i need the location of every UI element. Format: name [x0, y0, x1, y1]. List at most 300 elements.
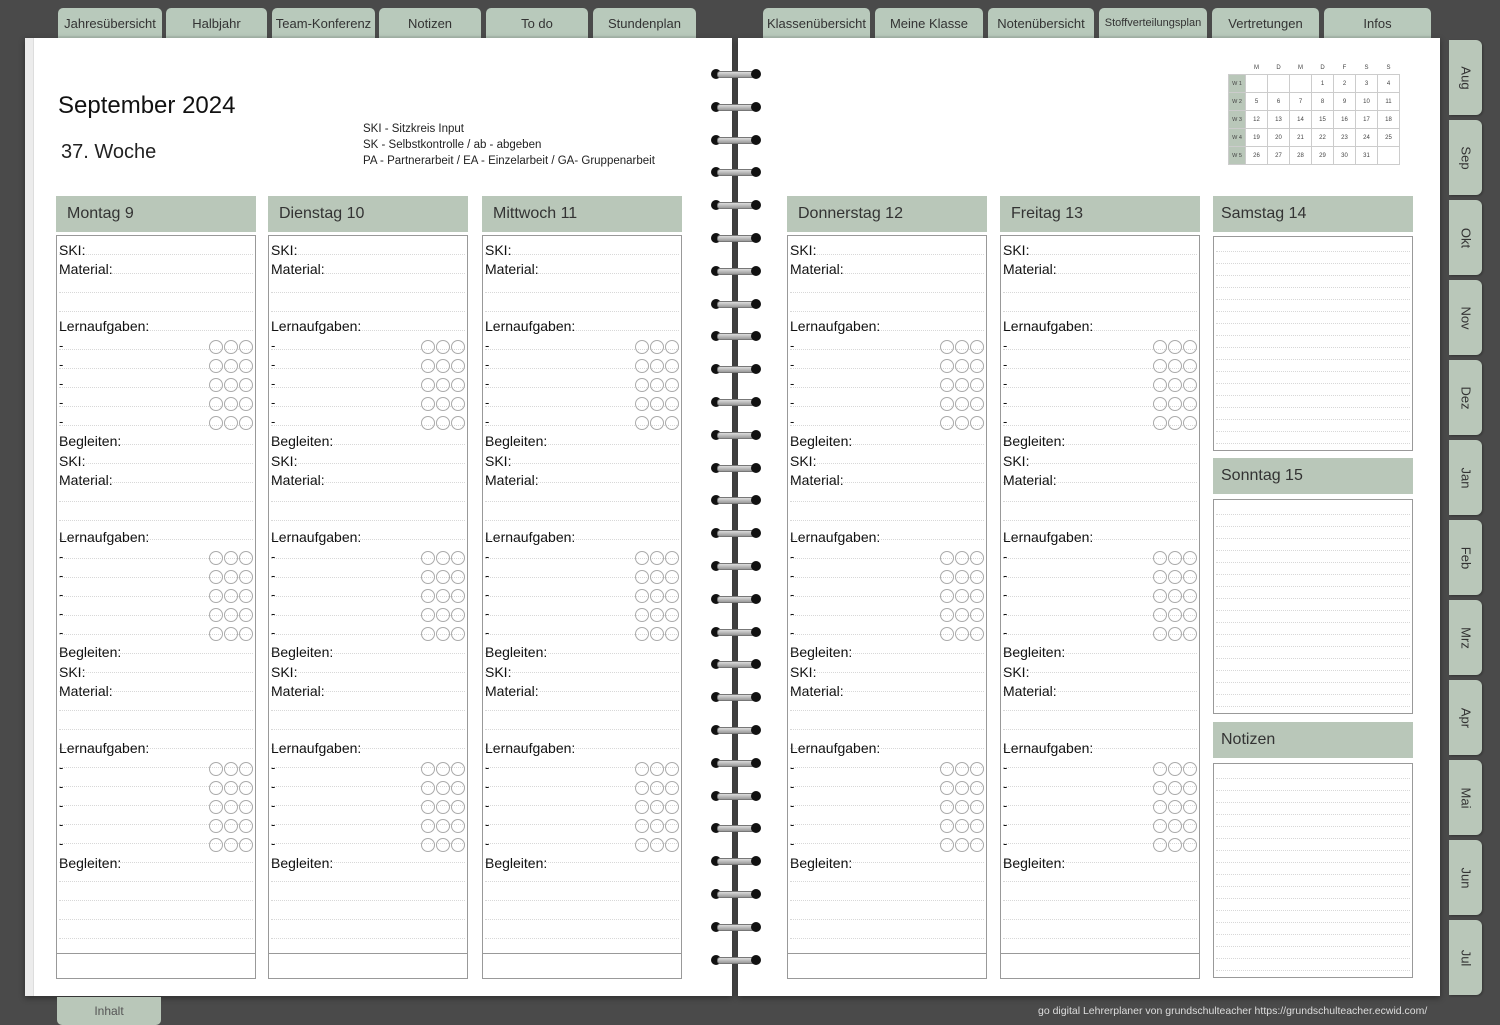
- status-circle[interactable]: [224, 416, 238, 430]
- day-box[interactable]: [1000, 235, 1200, 979]
- status-circle[interactable]: [1183, 416, 1197, 430]
- status-circle[interactable]: [451, 570, 465, 584]
- status-circle[interactable]: [1168, 781, 1182, 795]
- calendar-day[interactable]: 7: [1290, 93, 1312, 111]
- calendar-day[interactable]: 25: [1378, 129, 1400, 147]
- notes-box[interactable]: [1213, 763, 1413, 978]
- status-circle[interactable]: [209, 800, 223, 814]
- status-circle[interactable]: [1153, 608, 1167, 622]
- status-circle[interactable]: [665, 819, 679, 833]
- status-circle[interactable]: [1153, 589, 1167, 603]
- status-circle[interactable]: [1168, 570, 1182, 584]
- status-circle[interactable]: [224, 627, 238, 641]
- status-circle[interactable]: [451, 819, 465, 833]
- status-circle[interactable]: [650, 800, 664, 814]
- status-circle[interactable]: [1183, 378, 1197, 392]
- status-circle[interactable]: [436, 800, 450, 814]
- calendar-day[interactable]: 23: [1334, 129, 1356, 147]
- status-circle[interactable]: [1153, 800, 1167, 814]
- status-circle[interactable]: [665, 800, 679, 814]
- status-circle[interactable]: [665, 359, 679, 373]
- status-circle[interactable]: [1183, 781, 1197, 795]
- status-circle[interactable]: [436, 570, 450, 584]
- status-circle[interactable]: [955, 397, 969, 411]
- calendar-week-label[interactable]: W 2: [1229, 93, 1246, 111]
- status-circle[interactable]: [635, 838, 649, 852]
- status-circle[interactable]: [1183, 397, 1197, 411]
- calendar-day[interactable]: 11: [1378, 93, 1400, 111]
- month-tab-dez[interactable]: [1449, 360, 1482, 435]
- tab-halbjahr[interactable]: Halbjahr: [166, 8, 267, 38]
- status-circle[interactable]: [239, 570, 253, 584]
- status-circle[interactable]: [224, 551, 238, 565]
- status-circle[interactable]: [650, 838, 664, 852]
- calendar-day[interactable]: [1290, 75, 1312, 93]
- status-circle[interactable]: [451, 762, 465, 776]
- status-circle[interactable]: [665, 570, 679, 584]
- calendar-week-label[interactable]: W 4: [1229, 129, 1246, 147]
- calendar-day[interactable]: 20: [1268, 129, 1290, 147]
- calendar-week-label[interactable]: W 5: [1229, 147, 1246, 165]
- status-circle[interactable]: [1153, 570, 1167, 584]
- status-circle[interactable]: [436, 819, 450, 833]
- status-circle[interactable]: [451, 589, 465, 603]
- status-circle[interactable]: [955, 838, 969, 852]
- calendar-day[interactable]: 22: [1312, 129, 1334, 147]
- status-circle[interactable]: [665, 551, 679, 565]
- tab-team-konferenz[interactable]: Team-Konferenz: [272, 8, 375, 38]
- calendar-day[interactable]: 14: [1290, 111, 1312, 129]
- status-circle[interactable]: [635, 359, 649, 373]
- calendar-day[interactable]: 19: [1246, 129, 1268, 147]
- status-circle[interactable]: [421, 781, 435, 795]
- status-circle[interactable]: [1153, 359, 1167, 373]
- status-circle[interactable]: [1168, 589, 1182, 603]
- status-circle[interactable]: [650, 570, 664, 584]
- status-circle[interactable]: [239, 397, 253, 411]
- status-circle[interactable]: [650, 781, 664, 795]
- status-circle[interactable]: [239, 378, 253, 392]
- status-circle[interactable]: [239, 838, 253, 852]
- status-circle[interactable]: [239, 819, 253, 833]
- day-box[interactable]: [787, 235, 987, 979]
- status-circle[interactable]: [970, 589, 984, 603]
- status-circle[interactable]: [1168, 819, 1182, 833]
- status-circle[interactable]: [635, 627, 649, 641]
- calendar-day[interactable]: 15: [1312, 111, 1334, 129]
- status-circle[interactable]: [421, 378, 435, 392]
- status-circle[interactable]: [940, 781, 954, 795]
- status-circle[interactable]: [1153, 838, 1167, 852]
- tab-todo[interactable]: To do: [486, 8, 588, 38]
- status-circle[interactable]: [224, 781, 238, 795]
- status-circle[interactable]: [209, 570, 223, 584]
- status-circle[interactable]: [1153, 762, 1167, 776]
- status-circle[interactable]: [1168, 378, 1182, 392]
- status-circle[interactable]: [1183, 819, 1197, 833]
- status-circle[interactable]: [650, 416, 664, 430]
- calendar-day[interactable]: 13: [1268, 111, 1290, 129]
- status-circle[interactable]: [635, 416, 649, 430]
- status-circle[interactable]: [665, 340, 679, 354]
- status-circle[interactable]: [1183, 762, 1197, 776]
- status-circle[interactable]: [970, 819, 984, 833]
- calendar-day[interactable]: 8: [1312, 93, 1334, 111]
- status-circle[interactable]: [940, 800, 954, 814]
- status-circle[interactable]: [1183, 589, 1197, 603]
- status-circle[interactable]: [665, 762, 679, 776]
- month-tab-mai[interactable]: [1449, 760, 1482, 835]
- status-circle[interactable]: [224, 378, 238, 392]
- status-circle[interactable]: [421, 589, 435, 603]
- calendar-day[interactable]: 2: [1334, 75, 1356, 93]
- status-circle[interactable]: [940, 627, 954, 641]
- status-circle[interactable]: [239, 589, 253, 603]
- status-circle[interactable]: [955, 781, 969, 795]
- status-circle[interactable]: [421, 397, 435, 411]
- month-tab-jul[interactable]: [1449, 920, 1482, 995]
- status-circle[interactable]: [1153, 819, 1167, 833]
- status-circle[interactable]: [421, 416, 435, 430]
- status-circle[interactable]: [1168, 359, 1182, 373]
- status-circle[interactable]: [1168, 608, 1182, 622]
- status-circle[interactable]: [239, 340, 253, 354]
- calendar-day[interactable]: [1268, 75, 1290, 93]
- status-circle[interactable]: [451, 608, 465, 622]
- calendar-day[interactable]: 29: [1312, 147, 1334, 165]
- status-circle[interactable]: [209, 589, 223, 603]
- status-circle[interactable]: [436, 551, 450, 565]
- calendar-day[interactable]: 28: [1290, 147, 1312, 165]
- status-circle[interactable]: [940, 551, 954, 565]
- status-circle[interactable]: [451, 416, 465, 430]
- status-circle[interactable]: [451, 397, 465, 411]
- status-circle[interactable]: [650, 608, 664, 622]
- status-circle[interactable]: [970, 551, 984, 565]
- status-circle[interactable]: [239, 781, 253, 795]
- status-circle[interactable]: [940, 378, 954, 392]
- status-circle[interactable]: [635, 819, 649, 833]
- calendar-day[interactable]: 1: [1312, 75, 1334, 93]
- calendar-day[interactable]: 6: [1268, 93, 1290, 111]
- status-circle[interactable]: [665, 627, 679, 641]
- status-circle[interactable]: [955, 608, 969, 622]
- status-circle[interactable]: [940, 416, 954, 430]
- month-tab-apr[interactable]: [1449, 680, 1482, 755]
- tab-infos[interactable]: Infos: [1324, 8, 1431, 38]
- status-circle[interactable]: [940, 570, 954, 584]
- status-circle[interactable]: [1153, 627, 1167, 641]
- tab-klassenuebersicht[interactable]: Klassenübersicht: [763, 8, 870, 38]
- status-circle[interactable]: [650, 397, 664, 411]
- status-circle[interactable]: [209, 551, 223, 565]
- status-circle[interactable]: [451, 781, 465, 795]
- status-circle[interactable]: [1168, 800, 1182, 814]
- status-circle[interactable]: [1153, 551, 1167, 565]
- tab-vertretungen[interactable]: Vertretungen: [1212, 8, 1319, 38]
- status-circle[interactable]: [665, 378, 679, 392]
- status-circle[interactable]: [421, 551, 435, 565]
- status-circle[interactable]: [635, 608, 649, 622]
- tab-meine-klasse[interactable]: Meine Klasse: [875, 8, 983, 38]
- status-circle[interactable]: [436, 416, 450, 430]
- calendar-day[interactable]: 12: [1246, 111, 1268, 129]
- status-circle[interactable]: [940, 340, 954, 354]
- status-circle[interactable]: [209, 781, 223, 795]
- calendar-day[interactable]: 21: [1290, 129, 1312, 147]
- status-circle[interactable]: [940, 838, 954, 852]
- status-circle[interactable]: [209, 819, 223, 833]
- tab-stoffverteilungsplan[interactable]: Stoffverteilungsplan: [1099, 8, 1207, 38]
- status-circle[interactable]: [451, 340, 465, 354]
- status-circle[interactable]: [224, 762, 238, 776]
- status-circle[interactable]: [436, 589, 450, 603]
- calendar-day[interactable]: 18: [1378, 111, 1400, 129]
- status-circle[interactable]: [224, 838, 238, 852]
- calendar-day[interactable]: 4: [1378, 75, 1400, 93]
- calendar-day[interactable]: 9: [1334, 93, 1356, 111]
- status-circle[interactable]: [436, 608, 450, 622]
- status-circle[interactable]: [1183, 608, 1197, 622]
- tab-notenuebersicht[interactable]: Notenübersicht: [988, 8, 1094, 38]
- day-header: Donnerstag 12: [787, 196, 987, 232]
- status-circle[interactable]: [451, 627, 465, 641]
- status-circle[interactable]: [970, 838, 984, 852]
- status-circle[interactable]: [1183, 800, 1197, 814]
- status-circle[interactable]: [239, 762, 253, 776]
- status-circle[interactable]: [1168, 627, 1182, 641]
- status-circle[interactable]: [1168, 762, 1182, 776]
- status-circle[interactable]: [955, 340, 969, 354]
- status-circle[interactable]: [1153, 340, 1167, 354]
- status-circle[interactable]: [436, 359, 450, 373]
- status-circle[interactable]: [451, 800, 465, 814]
- status-circle[interactable]: [224, 589, 238, 603]
- status-circle[interactable]: [421, 359, 435, 373]
- status-circle[interactable]: [955, 378, 969, 392]
- status-circle[interactable]: [436, 340, 450, 354]
- status-circle[interactable]: [970, 416, 984, 430]
- status-circle[interactable]: [239, 800, 253, 814]
- status-circle[interactable]: [650, 551, 664, 565]
- status-circle[interactable]: [1153, 378, 1167, 392]
- day-box[interactable]: [268, 235, 468, 979]
- month-tab-jun[interactable]: [1449, 840, 1482, 915]
- calendar-week-label[interactable]: W 1: [1229, 75, 1246, 93]
- status-circle[interactable]: [209, 762, 223, 776]
- status-circle[interactable]: [955, 551, 969, 565]
- status-circle[interactable]: [239, 359, 253, 373]
- tab-jahresuebersicht[interactable]: Jahresübersicht: [58, 8, 162, 38]
- status-circle[interactable]: [436, 762, 450, 776]
- month-tab-nov[interactable]: [1449, 280, 1482, 355]
- status-circle[interactable]: [239, 627, 253, 641]
- month-tab-sep[interactable]: [1449, 120, 1482, 195]
- status-circle[interactable]: [970, 359, 984, 373]
- status-circle[interactable]: [1183, 627, 1197, 641]
- status-circle[interactable]: [421, 819, 435, 833]
- status-circle[interactable]: [1168, 551, 1182, 565]
- status-circle[interactable]: [635, 570, 649, 584]
- status-circle[interactable]: [209, 416, 223, 430]
- calendar-day[interactable]: 31: [1356, 147, 1378, 165]
- status-circle[interactable]: [665, 397, 679, 411]
- sunday-box[interactable]: [1213, 499, 1413, 714]
- status-circle[interactable]: [1153, 397, 1167, 411]
- status-circle[interactable]: [665, 416, 679, 430]
- status-circle[interactable]: [970, 781, 984, 795]
- status-circle[interactable]: [451, 551, 465, 565]
- status-circle[interactable]: [970, 397, 984, 411]
- status-circle[interactable]: [421, 800, 435, 814]
- status-circle[interactable]: [970, 608, 984, 622]
- status-circle[interactable]: [224, 800, 238, 814]
- status-circle[interactable]: [955, 359, 969, 373]
- calendar-day[interactable]: 3: [1356, 75, 1378, 93]
- status-circle[interactable]: [436, 378, 450, 392]
- status-circle[interactable]: [224, 340, 238, 354]
- status-circle[interactable]: [970, 340, 984, 354]
- status-circle[interactable]: [955, 570, 969, 584]
- status-circle[interactable]: [955, 627, 969, 641]
- status-circle[interactable]: [1168, 838, 1182, 852]
- status-circle[interactable]: [436, 627, 450, 641]
- status-circle[interactable]: [955, 819, 969, 833]
- status-circle[interactable]: [421, 608, 435, 622]
- status-circle[interactable]: [650, 589, 664, 603]
- status-circle[interactable]: [451, 378, 465, 392]
- status-circle[interactable]: [436, 838, 450, 852]
- status-circle[interactable]: [436, 397, 450, 411]
- status-circle[interactable]: [436, 781, 450, 795]
- status-circle[interactable]: [209, 359, 223, 373]
- saturday-box[interactable]: [1213, 236, 1413, 451]
- status-circle[interactable]: [224, 608, 238, 622]
- tab-notizen[interactable]: Notizen: [379, 8, 481, 38]
- calendar-day[interactable]: 24: [1356, 129, 1378, 147]
- status-circle[interactable]: [209, 608, 223, 622]
- status-circle[interactable]: [940, 819, 954, 833]
- status-circle[interactable]: [224, 570, 238, 584]
- calendar-day[interactable]: [1246, 75, 1268, 93]
- status-circle[interactable]: [209, 340, 223, 354]
- status-circle[interactable]: [421, 838, 435, 852]
- status-circle[interactable]: [665, 589, 679, 603]
- status-circle[interactable]: [421, 627, 435, 641]
- status-circle[interactable]: [665, 781, 679, 795]
- status-circle[interactable]: [665, 608, 679, 622]
- status-circle[interactable]: [635, 589, 649, 603]
- spiral-ring-part: [717, 957, 755, 964]
- status-circle[interactable]: [650, 762, 664, 776]
- status-circle[interactable]: [209, 378, 223, 392]
- status-circle[interactable]: [955, 800, 969, 814]
- calendar-day[interactable]: 30: [1334, 147, 1356, 165]
- status-circle[interactable]: [1153, 416, 1167, 430]
- status-circle[interactable]: [239, 608, 253, 622]
- status-circle[interactable]: [940, 608, 954, 622]
- calendar-week-label[interactable]: W 3: [1229, 111, 1246, 129]
- inhalt-tab[interactable]: Inhalt: [57, 997, 161, 1025]
- status-circle[interactable]: [970, 570, 984, 584]
- status-circle[interactable]: [209, 838, 223, 852]
- status-circle[interactable]: [209, 627, 223, 641]
- status-circle[interactable]: [224, 397, 238, 411]
- day-box[interactable]: [56, 235, 256, 979]
- day-box[interactable]: [482, 235, 682, 979]
- status-circle[interactable]: [970, 762, 984, 776]
- status-circle[interactable]: [1183, 340, 1197, 354]
- calendar-day[interactable]: 16: [1334, 111, 1356, 129]
- status-circle[interactable]: [940, 762, 954, 776]
- status-circle[interactable]: [635, 340, 649, 354]
- status-circle[interactable]: [421, 762, 435, 776]
- status-circle[interactable]: [970, 627, 984, 641]
- status-circle[interactable]: [239, 416, 253, 430]
- status-circle[interactable]: [1183, 359, 1197, 373]
- calendar-day[interactable]: 10: [1356, 93, 1378, 111]
- status-circle[interactable]: [955, 762, 969, 776]
- calendar-day[interactable]: 26: [1246, 147, 1268, 165]
- month-tab-aug[interactable]: [1449, 40, 1482, 115]
- status-circle[interactable]: [451, 838, 465, 852]
- status-circle[interactable]: [650, 340, 664, 354]
- calendar-day[interactable]: [1378, 147, 1400, 165]
- status-circle[interactable]: [650, 378, 664, 392]
- status-circle[interactable]: [955, 589, 969, 603]
- tab-stundenplan[interactable]: Stundenplan: [593, 8, 696, 38]
- status-circle[interactable]: [650, 627, 664, 641]
- status-circle[interactable]: [224, 819, 238, 833]
- status-circle[interactable]: [635, 762, 649, 776]
- status-circle[interactable]: [635, 800, 649, 814]
- status-circle[interactable]: [635, 781, 649, 795]
- status-circle[interactable]: [970, 800, 984, 814]
- status-circle[interactable]: [421, 340, 435, 354]
- status-circle[interactable]: [940, 359, 954, 373]
- status-circle[interactable]: [1168, 340, 1182, 354]
- status-circle[interactable]: [1153, 781, 1167, 795]
- status-circle[interactable]: [451, 359, 465, 373]
- status-circle[interactable]: [665, 838, 679, 852]
- status-circle[interactable]: [635, 378, 649, 392]
- status-circle[interactable]: [239, 551, 253, 565]
- month-tab-feb[interactable]: [1449, 520, 1482, 595]
- status-circle[interactable]: [940, 397, 954, 411]
- status-circle[interactable]: [635, 551, 649, 565]
- status-circle[interactable]: [1183, 838, 1197, 852]
- status-circle[interactable]: [650, 819, 664, 833]
- status-circle[interactable]: [1168, 397, 1182, 411]
- status-circle[interactable]: [940, 589, 954, 603]
- status-circle[interactable]: [955, 416, 969, 430]
- calendar-day[interactable]: 27: [1268, 147, 1290, 165]
- calendar-day[interactable]: 5: [1246, 93, 1268, 111]
- status-circle[interactable]: [650, 359, 664, 373]
- status-circle[interactable]: [970, 378, 984, 392]
- status-circle[interactable]: [209, 397, 223, 411]
- month-tab-okt[interactable]: [1449, 200, 1482, 275]
- status-circle[interactable]: [224, 359, 238, 373]
- status-circle[interactable]: [421, 570, 435, 584]
- status-circle[interactable]: [1183, 551, 1197, 565]
- status-circle[interactable]: [1168, 416, 1182, 430]
- calendar-day[interactable]: 17: [1356, 111, 1378, 129]
- status-circle[interactable]: [1183, 570, 1197, 584]
- month-tab-jan[interactable]: [1449, 440, 1482, 515]
- status-circle[interactable]: [635, 397, 649, 411]
- month-tab-mrz[interactable]: [1449, 600, 1482, 675]
